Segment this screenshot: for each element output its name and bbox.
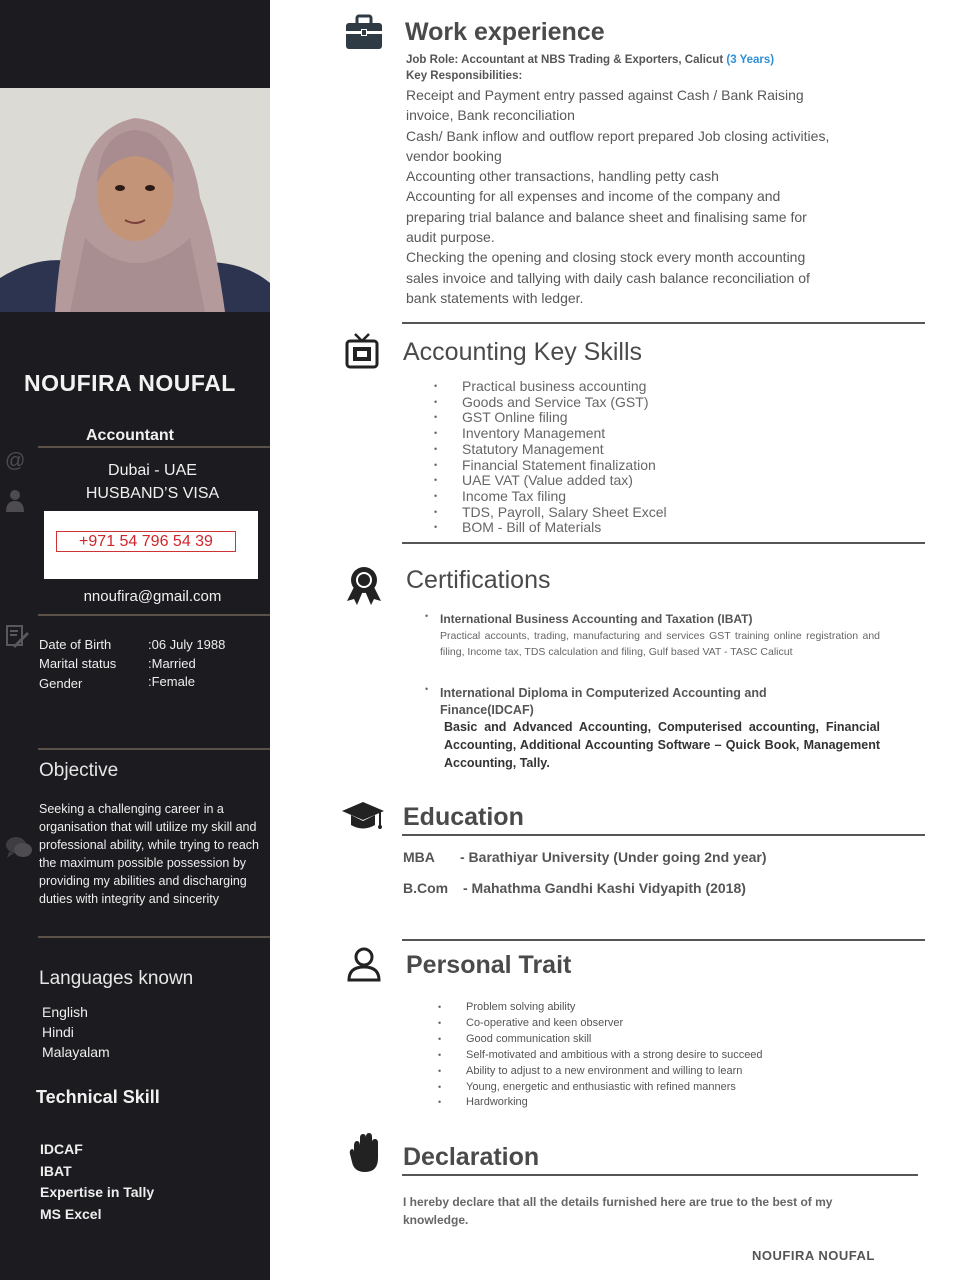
- work-heading: Work experience: [405, 18, 605, 46]
- certifications-heading: Certifications: [406, 566, 551, 594]
- skill-item: • Inventory Management: [462, 426, 667, 442]
- trait-item: • Good communication skill: [466, 1032, 763, 1048]
- skill-item: • Practical business accounting: [462, 379, 667, 395]
- mba-label: MBA: [403, 849, 435, 865]
- bcom-text: - Mahathma Gandhi Kashi Vidyapith (2018): [463, 880, 746, 896]
- technical-heading: Technical Skill: [36, 1087, 160, 1107]
- technical-item: Expertise in Tally: [40, 1184, 155, 1200]
- language-item: Malayalam: [42, 1044, 110, 1060]
- trait-item: • Young, energetic and enthusiastic with refined manners: [466, 1080, 763, 1096]
- trait-item: • Hardworking: [466, 1095, 763, 1111]
- gender-label: Gender: [39, 676, 83, 691]
- declaration-heading: Declaration: [403, 1143, 540, 1171]
- skill-item: • BOM - Bill of Materials: [462, 520, 667, 536]
- email-address[interactable]: nnoufira@gmail.com: [83, 588, 222, 605]
- job-role-text: Job Role: Accountant at NBS Trading & Exporters, Calicut: [406, 54, 724, 66]
- cert2-title: International Diploma in Computerized Accounting and Finance(IDCAF): [440, 686, 767, 717]
- profile-photo: [0, 88, 270, 312]
- skill-item: • Goods and Service Tax (GST): [462, 395, 667, 411]
- skill-item: • Financial Statement finalization: [462, 458, 667, 474]
- responsibility-line: Checking the opening and closing stock every month accounting: [406, 249, 806, 266]
- visa-status: HUSBAND’S VISA: [85, 485, 220, 502]
- skill-item: • GST Online filing: [462, 410, 667, 426]
- trait-item: • Self-motivated and ambitious with a strong desire to succeed: [466, 1048, 763, 1064]
- declaration-text: I hereby declare that all the details furnished here are true to the best of my knowledge.: [403, 1195, 833, 1227]
- user-icon: [5, 488, 25, 518]
- cert2-desc: Basic and Advanced Accounting, Computerised accounting, Financial Accounting, Additional Accounting Software – Quick Book, Management Accounting, Tally.: [444, 720, 880, 770]
- bullet: •: [425, 684, 429, 694]
- responsibility-line: Receipt and Payment entry passed against Cash / Bank Raising: [406, 87, 804, 103]
- language-item: English: [42, 1004, 88, 1020]
- responsibility-line: Accounting other transactions, handling petty cash: [406, 168, 719, 185]
- education-heading: Education: [403, 803, 524, 831]
- mba-text: - Barathiyar University (Under going 2nd year): [460, 849, 767, 865]
- language-item: Hindi: [42, 1024, 74, 1040]
- edit-icon: [5, 624, 29, 656]
- responsibility-line: Cash/ Bank inflow and outflow report prepared Job closing activities,: [406, 127, 830, 144]
- divider: [402, 322, 925, 324]
- languages-heading: Languages known: [39, 968, 194, 989]
- technical-item: IBAT: [40, 1162, 72, 1179]
- divider: [402, 834, 925, 836]
- trait-item: • Ability to adjust to a new environment and willing to learn: [466, 1064, 763, 1080]
- bullet: •: [425, 611, 429, 621]
- technical-item: IDCAF: [40, 1141, 83, 1157]
- responsibilities-list: [406, 85, 906, 308]
- responsibility-line: invoice, Bank reconciliation: [406, 107, 575, 124]
- technical-list: [40, 1139, 154, 1225]
- marital-label: Marital status: [39, 656, 117, 671]
- traits-heading: Personal Trait: [406, 951, 572, 979]
- responsibility-line: audit purpose.: [406, 229, 495, 246]
- award-ribbon-icon: [344, 565, 384, 610]
- responsibilities-label: Key Responsibilities:: [406, 70, 523, 82]
- responsibility-line: Accounting for all expenses and income of the company and: [406, 188, 781, 205]
- divider: [402, 1174, 918, 1176]
- bcom-label: B.Com: [403, 880, 449, 896]
- dob-value: :06 July 1988: [148, 637, 226, 652]
- technical-item: MS Excel: [40, 1205, 102, 1222]
- job-title: Accountant: [86, 427, 174, 444]
- skill-item: • Statutory Management: [462, 442, 667, 458]
- responsibility-line: vendor booking: [406, 147, 502, 164]
- divider: [38, 936, 270, 938]
- phone-number[interactable]: +971 54 796 54 39: [56, 531, 236, 552]
- divider: [402, 542, 925, 544]
- responsibility-line: bank statements with ledger.: [406, 289, 584, 306]
- divider: [38, 748, 270, 750]
- tv-icon: [345, 332, 379, 375]
- job-duration: (3 Years): [726, 54, 775, 66]
- responsibility-line: sales invoice and tallying with daily cash balance reconciliation of: [406, 269, 810, 286]
- signature-name: NOUFIRA NOUFAL: [752, 1248, 875, 1263]
- skill-item: • Income Tax filing: [462, 489, 667, 505]
- languages-list: [42, 1002, 110, 1062]
- candidate-name: NOUFIRA NOUFAL: [24, 370, 236, 396]
- responsibility-line: preparing trial balance and balance sheet and finalising same for: [406, 208, 807, 225]
- cert1-desc: Practical accounts, trading, manufacturing and services GST training online registration and filing, Income tax, TDS calculation and filing, Gulf based VAT - TASC Calicut: [440, 630, 880, 658]
- at-icon: @: [5, 450, 26, 472]
- divider: [38, 614, 270, 616]
- phone-box: [44, 511, 258, 579]
- graduation-cap-icon: [341, 800, 385, 839]
- skills-list: [462, 379, 667, 536]
- cert1-title: International Business Accounting and Taxation (IBAT): [440, 612, 753, 626]
- dob-label: Date of Birth: [39, 637, 112, 652]
- divider: [402, 939, 925, 941]
- chat-icon: [5, 836, 33, 866]
- person-outline-icon: [346, 946, 382, 987]
- trait-item: • Problem solving ability: [466, 1000, 763, 1016]
- briefcase-icon: [345, 14, 383, 55]
- objective-text: Seeking a challenging career in a organisation that will utilize my skill and professional ability, while trying to reach the maximum possible possession by providing my abilities and discharging duties with integrity and sincerity: [39, 802, 260, 906]
- trait-item: • Co-operative and keen observer: [466, 1016, 763, 1032]
- gender-value: :Female: [148, 674, 195, 689]
- objective-heading: Objective: [39, 760, 119, 781]
- skill-item: • UAE VAT (Value added tax): [462, 473, 667, 489]
- traits-list: [466, 1000, 763, 1111]
- skill-item: • TDS, Payroll, Salary Sheet Excel: [462, 505, 667, 521]
- skills-heading: Accounting Key Skills: [403, 338, 643, 366]
- marital-value: :Married: [148, 656, 196, 671]
- divider: [38, 446, 270, 448]
- hand-icon: [348, 1130, 380, 1179]
- location: Dubai - UAE: [108, 462, 197, 479]
- job-role: [406, 54, 774, 66]
- sidebar: [0, 0, 270, 1280]
